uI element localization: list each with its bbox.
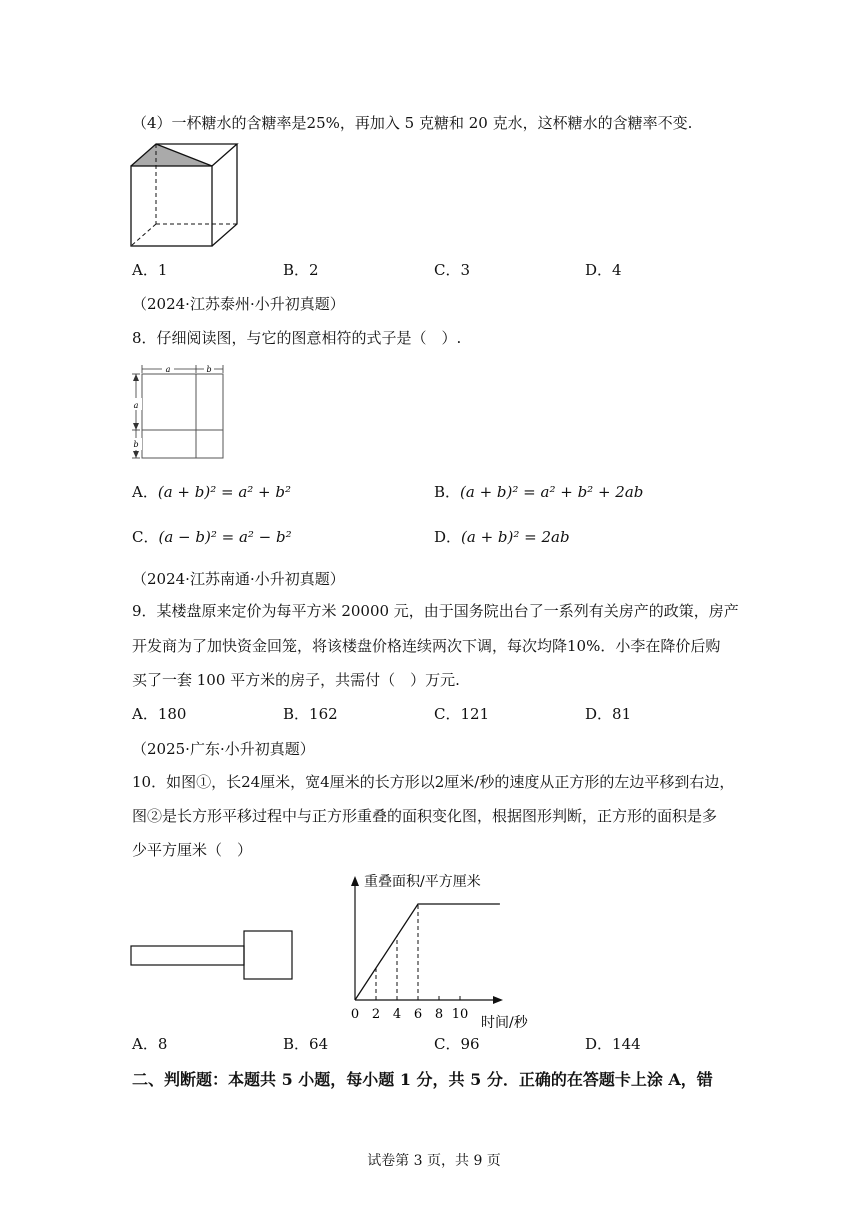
area-line: [355, 904, 500, 1000]
q7-option-a: A．1: [132, 261, 168, 279]
q10-line-2: 图②是长方形平移过程中与正方形重叠的面积变化图，根据图形判断，正方形的面积是多: [132, 807, 718, 825]
q10-source: （2025·广东·小升初真题）: [132, 740, 315, 758]
y-axis-arrow: [351, 876, 359, 886]
x-tick-label: 8: [434, 1007, 444, 1022]
x-tick-label: 10: [451, 1007, 469, 1022]
figure-1: [128, 928, 298, 984]
q9-option-b: B．162: [283, 705, 338, 723]
q9-option-a: A．180: [132, 705, 187, 723]
q8-source: （2024·江苏泰州·小升初真题）: [132, 295, 345, 313]
q9-line-2: 开发商为了加快资金回笼，将该楼盘价格连续两次下调，每次均降10%．小李在降价后购: [132, 637, 721, 655]
q7-item-4: （4）一杯糖水的含糖率是25%，再加入 5 克糖和 20 克水，这杯糖水的含糖率不变.: [132, 114, 693, 132]
dim-a-top: a: [165, 365, 171, 374]
q10-option-a: A．8: [132, 1035, 168, 1053]
q7-option-b: B．2: [283, 261, 319, 279]
x-axis-arrow: [493, 996, 503, 1004]
x-tick-label: 2: [371, 1007, 381, 1022]
q9-source: （2024·江苏南通·小升初真题）: [132, 570, 345, 588]
x-tick-label: 6: [413, 1007, 423, 1022]
q8-option-b: B．(a + b)² = a² + b² + 2ab: [434, 483, 644, 501]
x-tick-label: 0: [350, 1007, 360, 1022]
q9-line-3: 买了一套 100 平方米的房子，共需付（ ）万元.: [132, 671, 460, 689]
q8-stem: 8．仔细阅读图，与它的图意相符的式子是（ ）.: [132, 329, 462, 347]
q9-line-1: 9．某楼盘原来定价为每平方米 20000 元，由于国务院出台了一系列有关房产的政策，房产: [132, 602, 739, 620]
q10-option-c: C．96: [434, 1035, 480, 1053]
q8-option-a: A．(a + b)² = a² + b²: [132, 483, 291, 501]
overlap-area-chart: [340, 868, 560, 1028]
section-2-title: 二、判断题：本题共 5 小题，每小题 1 分，共 5 分．正确的在答题卡上涂 A，错: [132, 1070, 713, 1089]
x-axis-label: 时间/秒: [481, 1015, 528, 1028]
q8-option-d: D．(a + b)² = 2ab: [434, 528, 570, 546]
square-diagram: [128, 362, 228, 462]
q7-option-d: D．4: [585, 261, 622, 279]
q8-option-c: C．(a − b)² = a² − b²: [132, 528, 292, 546]
dim-b-top: b: [206, 365, 212, 374]
cube-figure: [128, 140, 243, 252]
y-axis-label: 重叠面积/平方厘米: [364, 874, 481, 890]
dim-b-left: b: [133, 440, 139, 449]
q10-option-b: B．64: [283, 1035, 329, 1053]
q10-line-1: 10．如图①，长24厘米，宽4厘米的长方形以2厘米/秒的速度从正方形的左边平移到右边，: [132, 773, 735, 791]
dim-a-left: a: [133, 401, 139, 410]
q7-option-c: C．3: [434, 261, 471, 279]
x-tick-label: 4: [392, 1007, 402, 1022]
q9-option-d: D．81: [585, 705, 632, 723]
page-footer: 试卷第 3 页，共 9 页: [367, 1153, 501, 1169]
q10-option-d: D．144: [585, 1035, 641, 1053]
q9-option-c: C．121: [434, 705, 490, 723]
q10-line-3: 少平方厘米（ ）: [132, 841, 253, 859]
